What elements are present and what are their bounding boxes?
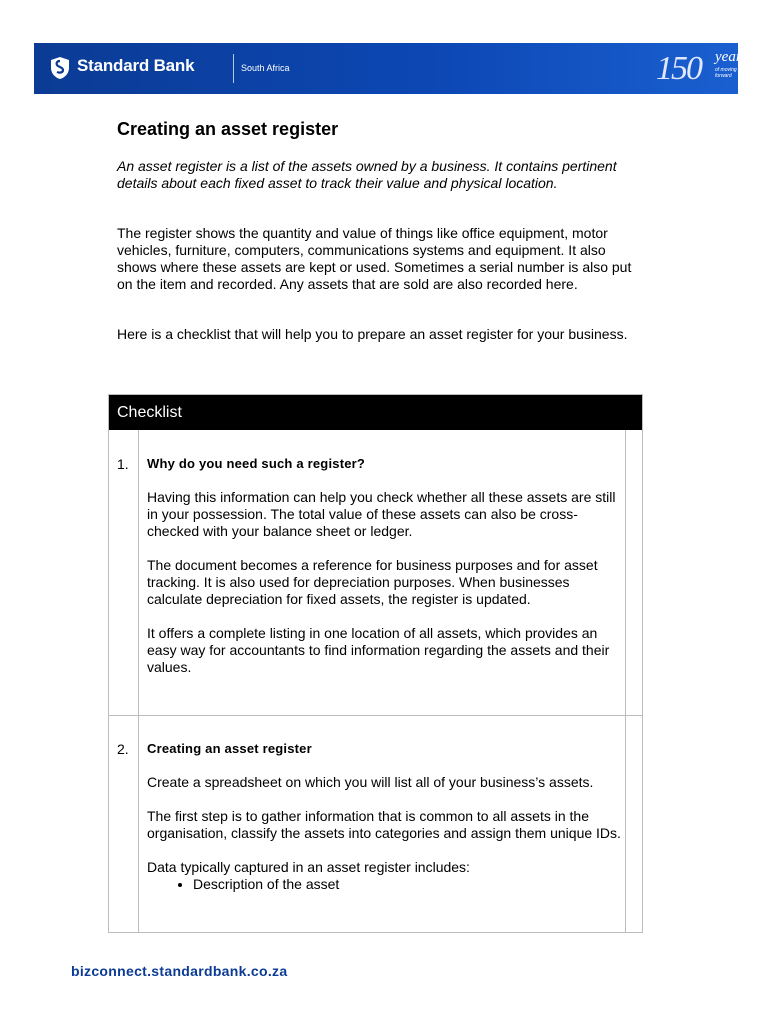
item-paragraph: Having this information can help you check whether all these assets are still in your possession. The total value of these assets can also be cross-checked with your balance sheet or ledger.	[147, 489, 616, 539]
row-divider	[109, 715, 642, 716]
item-paragraph: The document becomes a reference for business purposes and for asset tracking. It is also used for depreciation purposes. When businesses calculate depreciation for fixed assets, the register is updated.	[147, 557, 598, 607]
intro-paragraph: An asset register is a list of the assets owned by a business. It contains pertinent details about each fixed asset to track their value and physical location.	[117, 158, 617, 191]
anniversary-number: 150	[656, 50, 701, 87]
column-divider	[625, 430, 626, 932]
item-paragraph: Data typically captured in an asset register includes:	[147, 859, 470, 875]
region-label: South Africa	[241, 63, 290, 73]
standard-bank-shield-icon	[50, 56, 70, 80]
column-divider	[138, 430, 139, 932]
body-paragraph: The register shows the quantity and value of things like office equipment, motor vehicles, furniture, computers, communications systems and equipment. It also shows where these assets are kept or used. Sometimes a serial number is also put on the item and recorded. Any assets that are sold are also recorded here.	[117, 225, 632, 292]
header-divider	[233, 54, 234, 83]
body-paragraph: Here is a checklist that will help you to prepare an asset register for your business.	[117, 326, 628, 342]
checklist-item	[147, 740, 622, 893]
list-item: • Description of the asset	[193, 876, 622, 893]
footer-website-link[interactable]: bizconnect.standardbank.co.za	[71, 963, 288, 979]
checklist-heading: Checklist	[109, 395, 642, 430]
item-number: 1.	[117, 456, 129, 472]
anniversary-word: years	[715, 49, 748, 65]
checklist-table	[108, 394, 643, 933]
item-title: Why do you need such a register?	[147, 456, 366, 471]
brand-name: Standard Bank	[77, 56, 195, 75]
anniversary-tagline: of moving you forward	[715, 67, 747, 79]
item-paragraph: Create a spreadsheet on which you will list all of your business’s assets.	[147, 774, 594, 790]
item-title: Creating an asset register	[147, 741, 312, 756]
item-paragraph: The first step is to gather information that is common to all assets in the organisation, classify the assets into categories and assign them unique IDs.	[147, 808, 621, 841]
item-number: 2.	[117, 741, 129, 757]
page-title: Creating an asset register	[117, 119, 339, 139]
bullet-list	[147, 876, 622, 893]
header-banner	[34, 43, 748, 94]
checklist-item	[147, 455, 622, 693]
item-paragraph: It offers a complete listing in one location of all assets, which provides an easy way for accountants to find information regarding the assets and their values.	[147, 625, 610, 675]
